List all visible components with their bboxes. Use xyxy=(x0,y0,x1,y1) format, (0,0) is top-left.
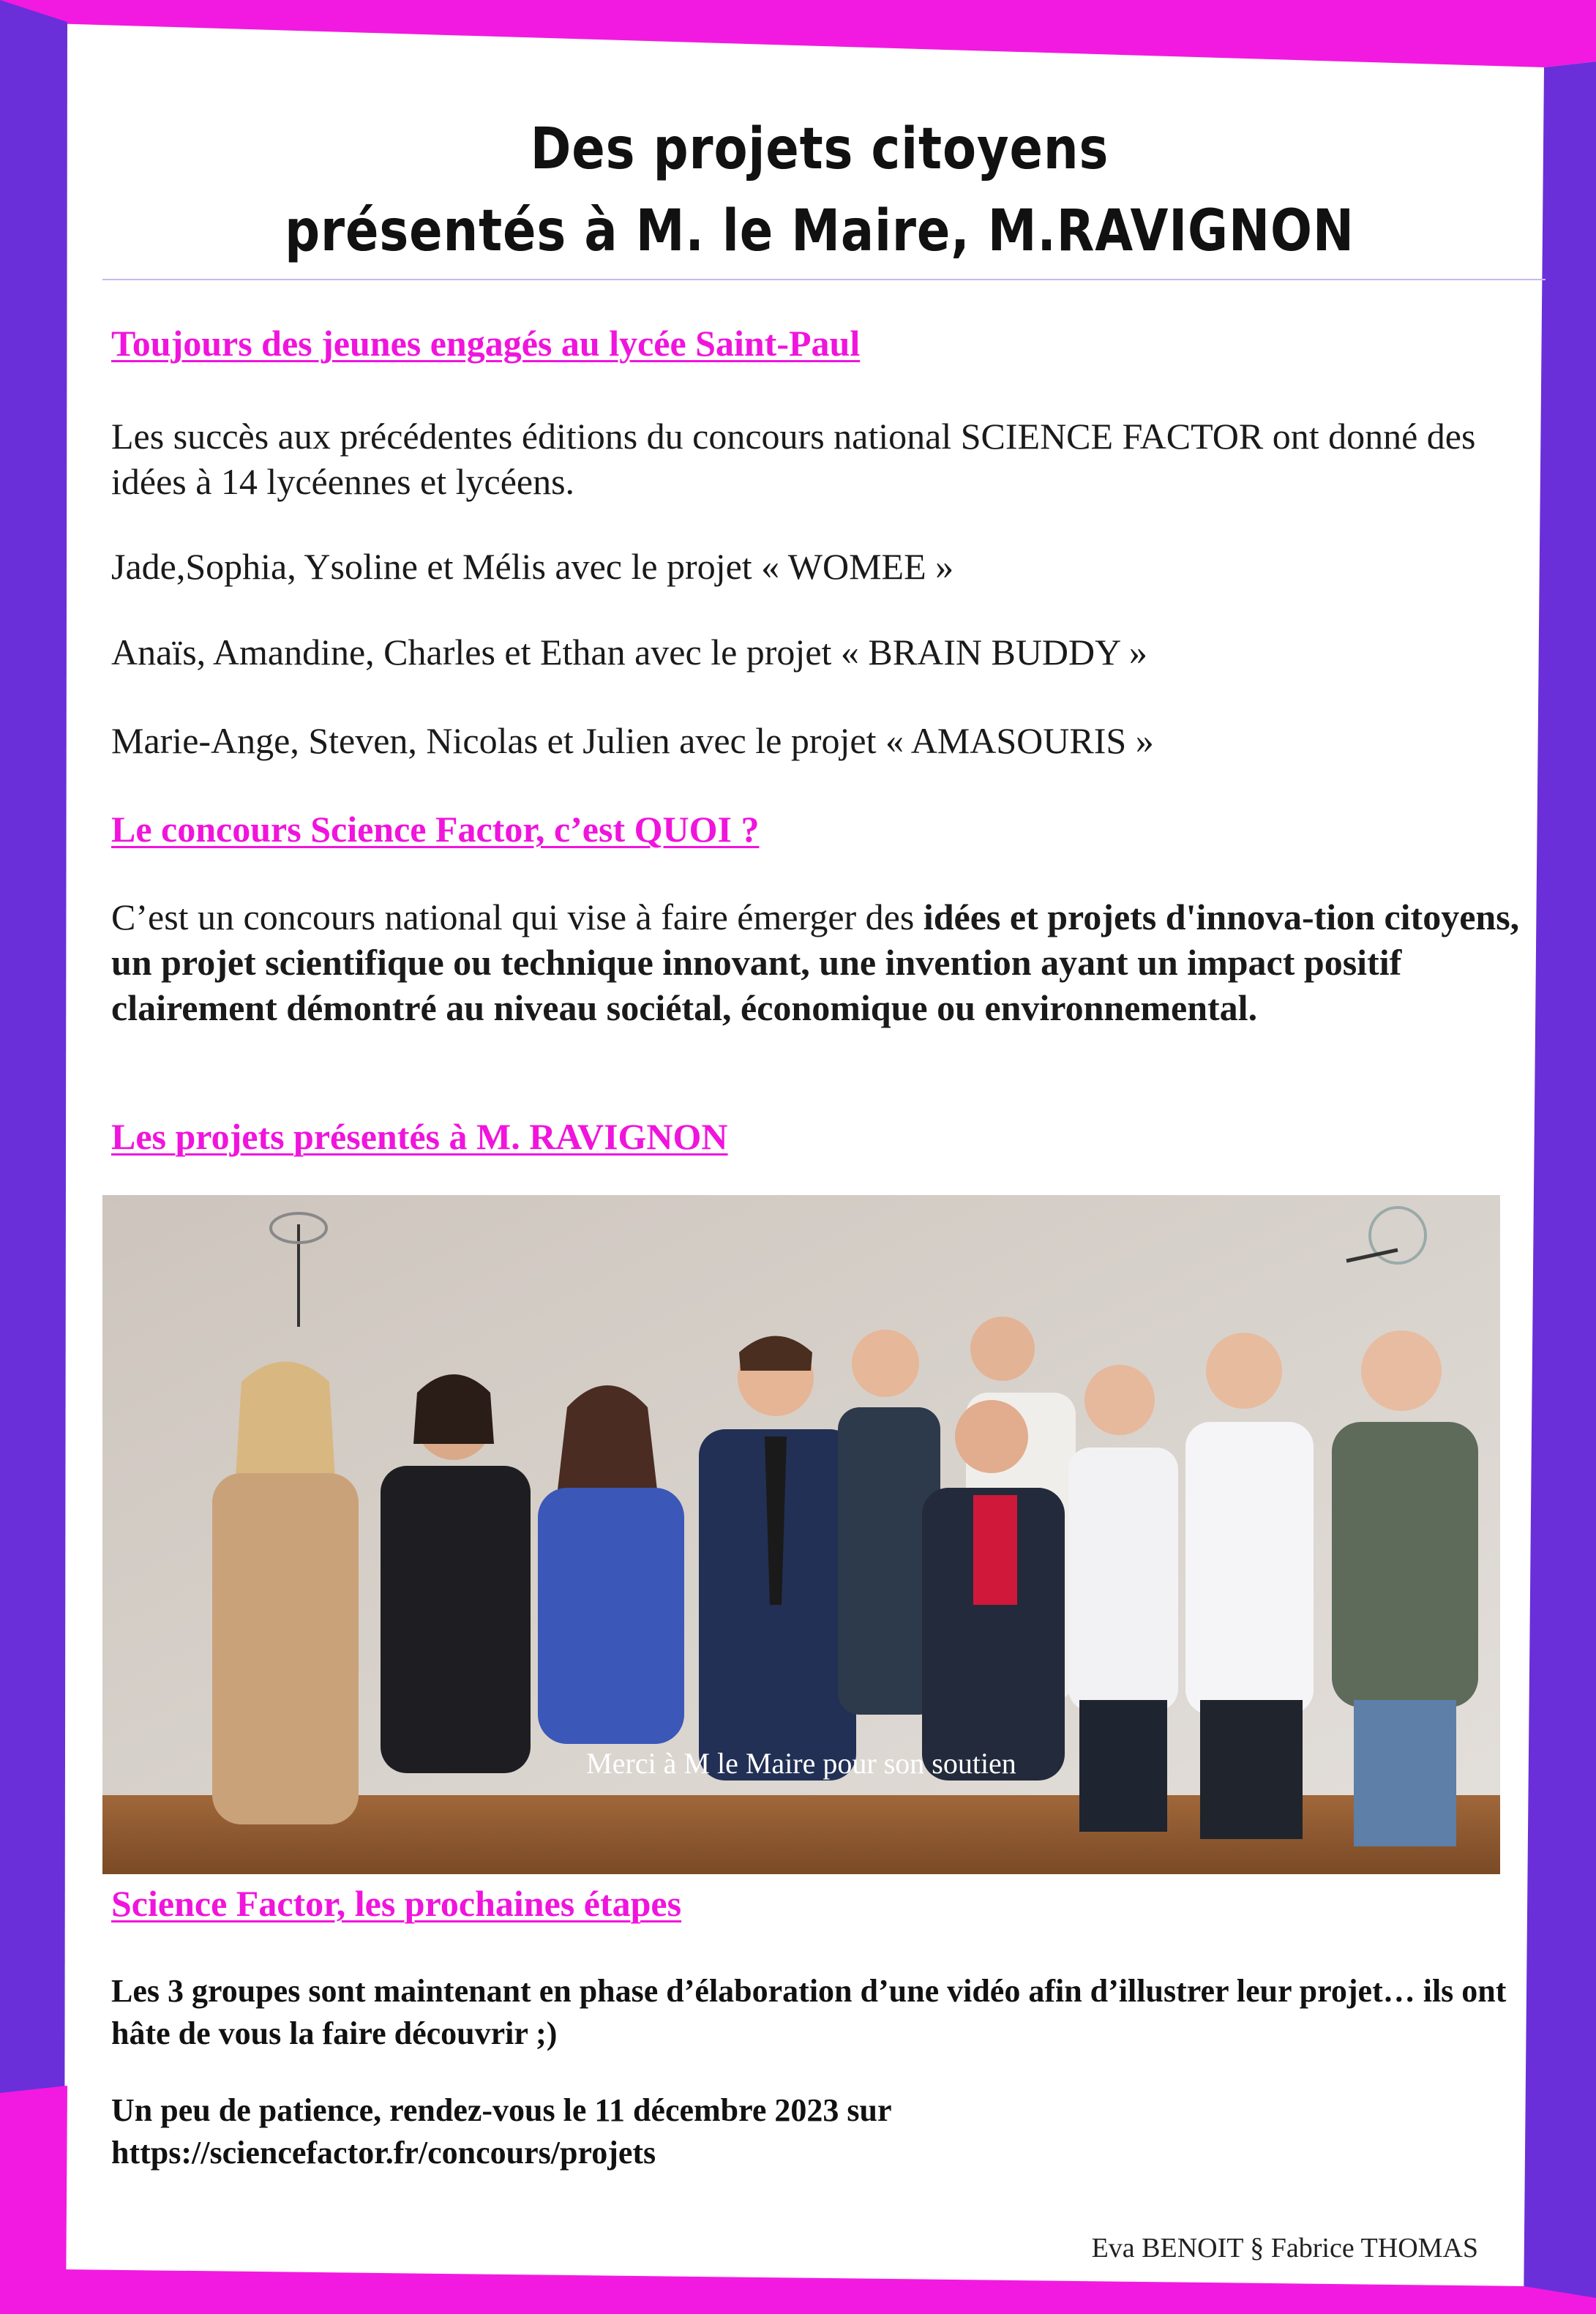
section-heading-engaged-youth: Toujours des jeunes engagés au lycée Saint-Paul xyxy=(111,323,861,364)
project-brain-buddy: Anaïs, Amandine, Charles et Ethan avec le projet « BRAIN BUDDY » xyxy=(111,632,1147,673)
intro-paragraph: Les succès aux précédentes éditions du concours national SCIENCE FACTOR ont donné des idées à 14 lycéennes et lycéens. xyxy=(111,416,1476,502)
section-heading-next-steps: Science Factor, les prochaines étapes xyxy=(111,1883,682,1924)
title-divider xyxy=(102,279,1546,280)
section-heading-presented-projects: Les projets présentés à M. RAVIGNON xyxy=(111,1116,728,1157)
project-url-link[interactable]: https://sciencefactor.fr/concours/projets xyxy=(111,2135,656,2171)
project-womee: Jade,Sophia, Ysoline et Mélis avec le projet « WOMEE » xyxy=(111,546,954,587)
contest-description-plain: C’est un concours national qui vise à faire émerger des xyxy=(111,896,923,937)
page-title xyxy=(203,108,1436,272)
contest-description xyxy=(111,894,1524,1030)
photo-caption: Merci à M le Maire pour son soutien xyxy=(586,1747,1016,1780)
section-heading-what-is-it: Le concours Science Factor, c’est QUOI ? xyxy=(111,809,760,850)
rendezvous-paragraph xyxy=(111,2089,1524,2174)
group-photo xyxy=(102,1195,1500,1874)
rendezvous-date-line: Un peu de patience, rendez-vous le 11 décembre 2023 sur xyxy=(111,2092,892,2128)
project-amasouris: Marie-Ange, Steven, Nicolas et Julien avec le projet « AMASOURIS » xyxy=(111,720,1154,761)
contest-description-bold: idées et projets d'innova-tion citoyens, un projet scientifique ou technique innovant, une invention ayant un impact positif clairement démontré au niveau sociétal, économique ou environnemental. xyxy=(111,896,1520,1028)
title-line-1: Des projets citoyens xyxy=(530,116,1109,182)
title-line-2: présentés à M. le Maire, M.RAVIGNON xyxy=(285,198,1355,264)
author-credits: Eva BENOIT § Fabrice THOMAS xyxy=(1091,2233,1478,2264)
next-steps-paragraph: Les 3 groupes sont maintenant en phase d’élaboration d’une vidéo afin d’illustrer leur projet… ils ont hâte de vous la faire découvrir ;) xyxy=(111,1973,1507,2051)
